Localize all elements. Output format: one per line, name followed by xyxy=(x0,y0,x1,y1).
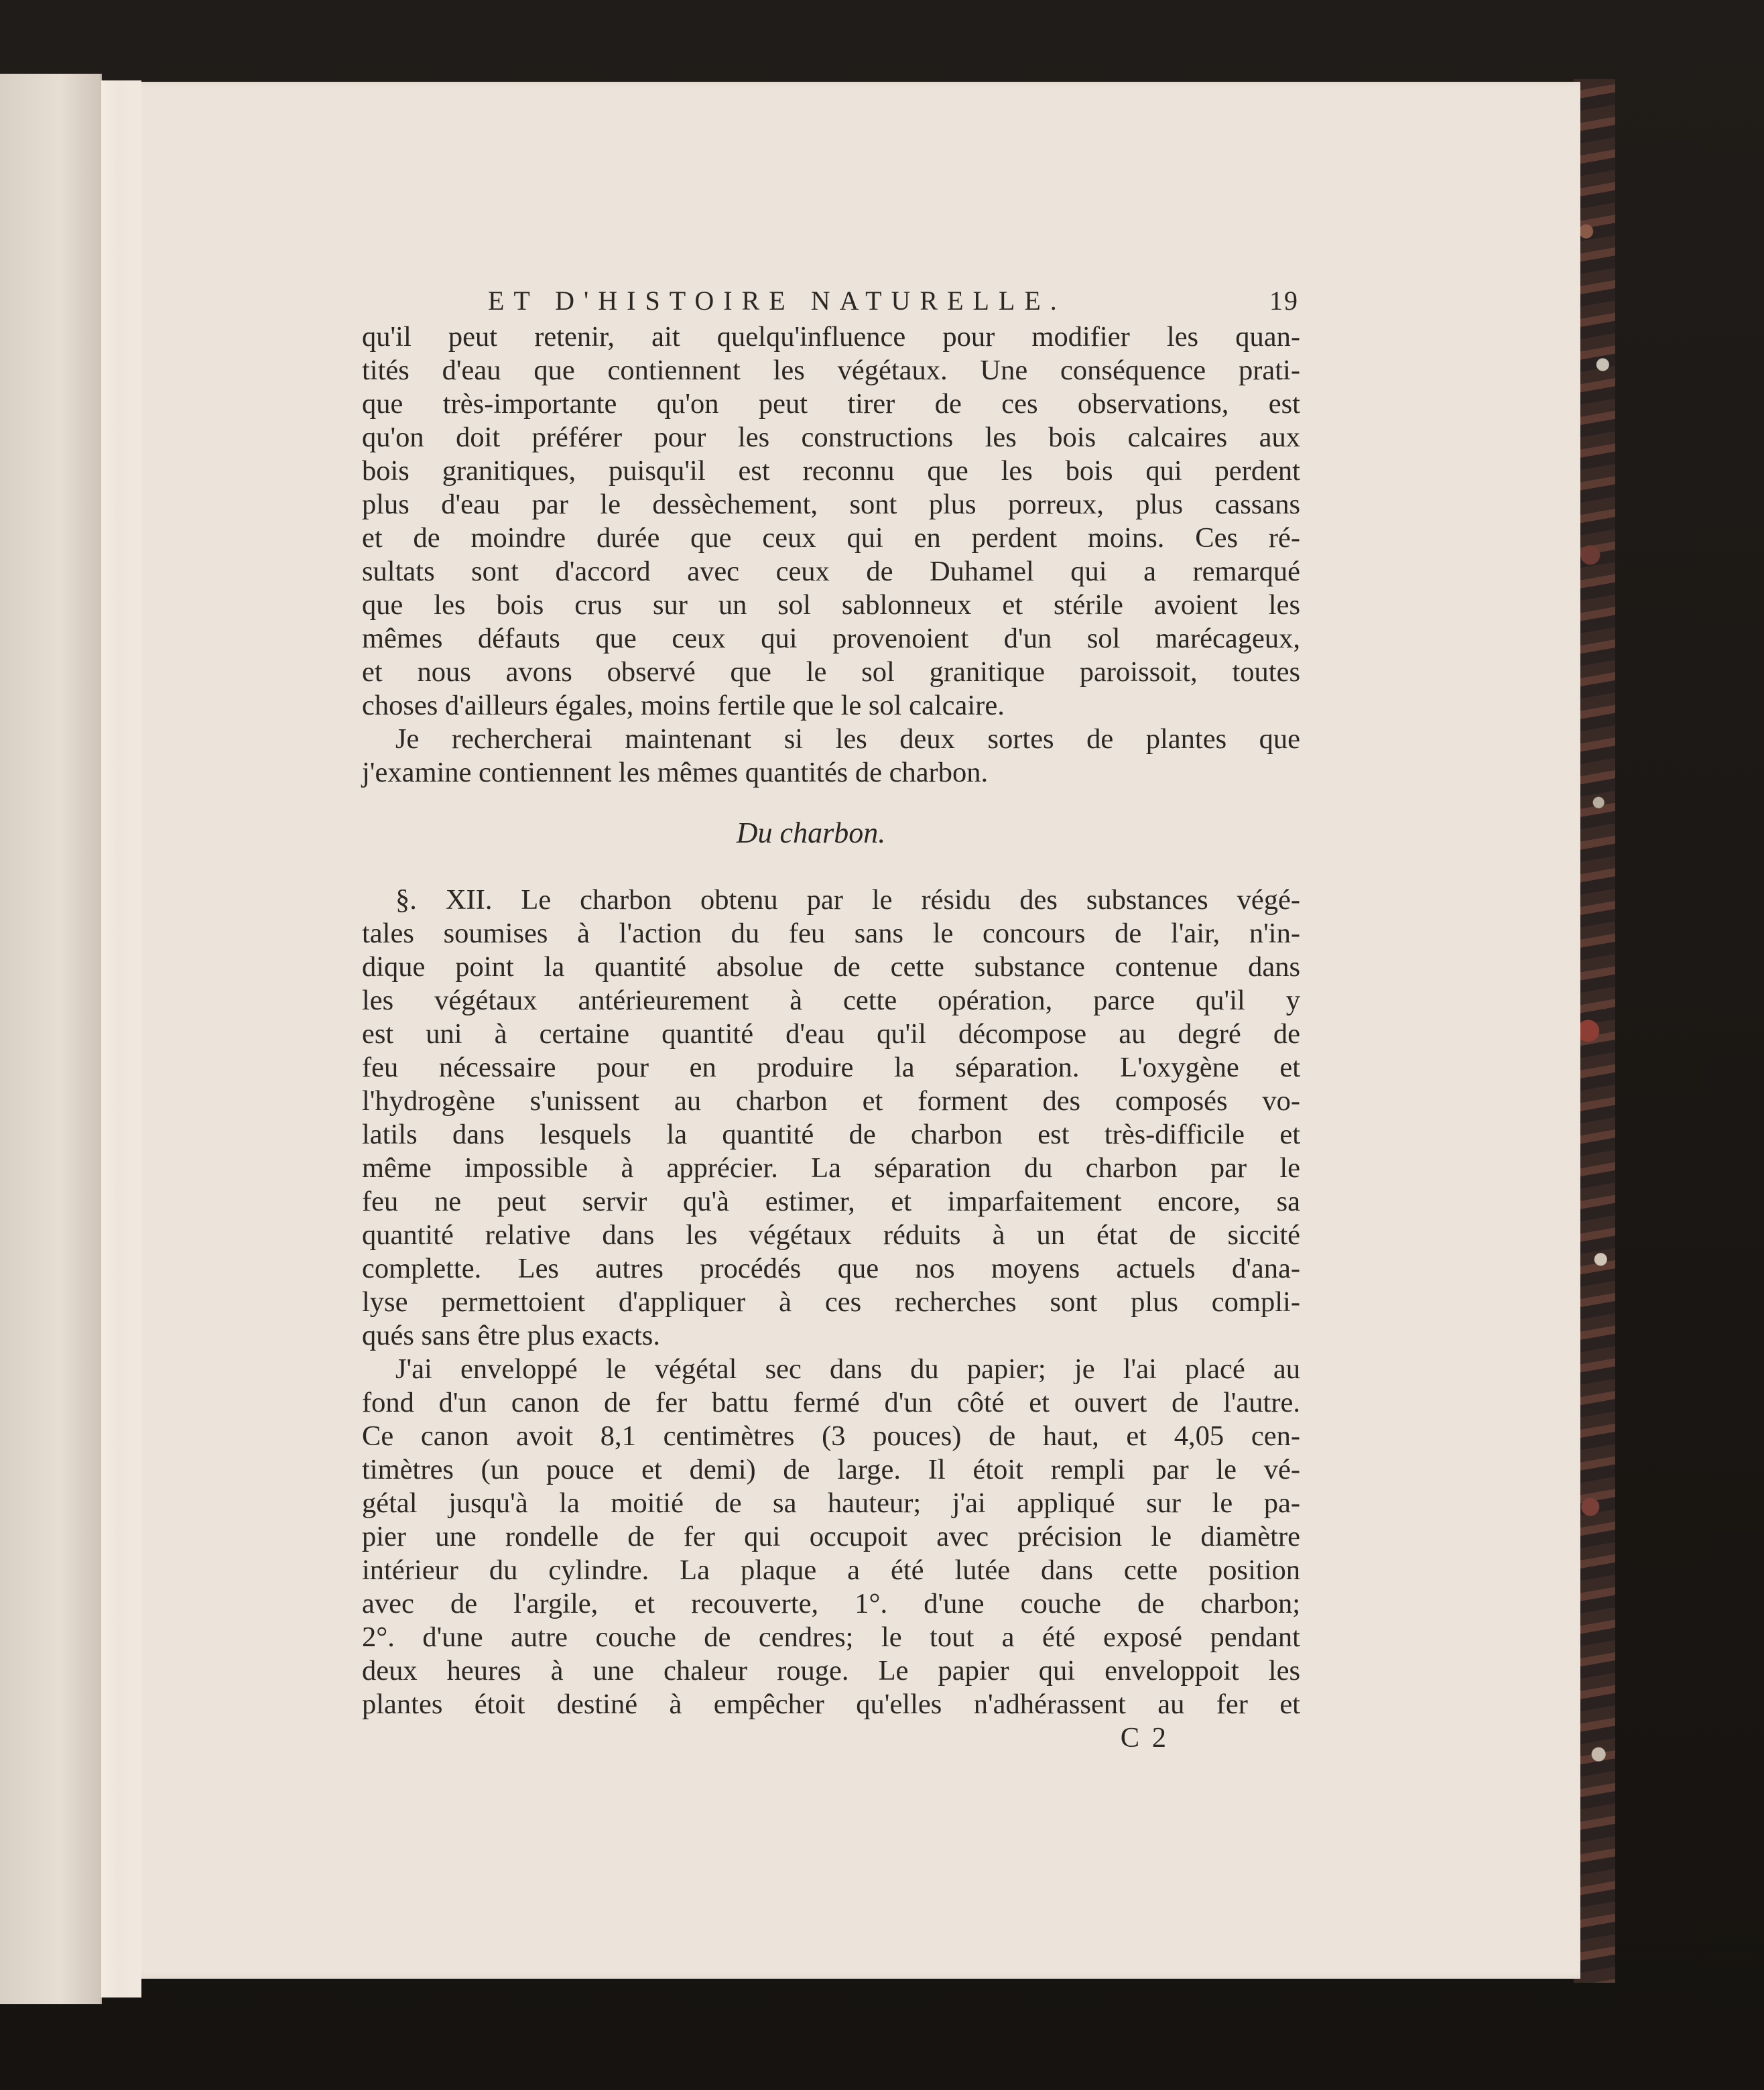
text-line: plus d'eau par le dessèchement, sont plus porreux, plus cassans xyxy=(362,489,1300,520)
text-line: feu ne peut servir qu'à estimer, et imparfaitement encore, sa xyxy=(362,1186,1300,1217)
text-line: pier une rondelle de fer qui occupoit avec précision le diamètre xyxy=(362,1521,1300,1552)
text-line: Ce canon avoit 8,1 centimètres (3 pouces) de haut, et 4,05 cen- xyxy=(362,1420,1300,1452)
text-line: qu'il peut retenir, ait quelqu'influence pour modifier les quan- xyxy=(362,321,1300,353)
text-line: qu'on doit préférer pour les constructions les bois calcaires aux xyxy=(362,422,1300,453)
text-line: intérieur du cylindre. La plaque a été lutée dans cette position xyxy=(362,1554,1300,1586)
paragraph xyxy=(362,1353,1300,1721)
text-line: tités d'eau que contiennent les végétaux. Une conséquence prati- xyxy=(362,355,1300,386)
paragraph xyxy=(362,723,1300,790)
text-line: 2°. d'une autre couche de cendres; le tout a été exposé pendant xyxy=(362,1621,1300,1653)
text-line: lyse permettoient d'appliquer à ces recherches sont plus compli- xyxy=(362,1286,1300,1318)
text-line: choses d'ailleurs égales, moins fertile que le sol calcaire. xyxy=(362,690,1005,721)
text-line: dique point la quantité absolue de cette substance contenue dans xyxy=(362,951,1300,983)
text-line: gétal jusqu'à la moitié de sa hauteur; j'ai appliqué sur le pa- xyxy=(362,1487,1300,1519)
paragraph xyxy=(362,320,1300,723)
text-line: bois granitiques, puisqu'il est reconnu que les bois qui perdent xyxy=(362,455,1300,487)
text-line: §. XII. Le charbon obtenu par le résidu des substances végé- xyxy=(395,884,1300,916)
page-gutter xyxy=(101,80,141,1997)
text-line: j'examine contiennent les mêmes quantités de charbon. xyxy=(362,757,989,788)
text-line: J'ai enveloppé le végétal sec dans du papier; je l'ai placé au xyxy=(395,1353,1300,1385)
page-number: 19 xyxy=(1269,286,1299,316)
facing-page-edge xyxy=(0,74,102,2004)
text-line: mêmes défauts que ceux qui provenoient d'un sol marécageux, xyxy=(362,623,1300,654)
running-title: ET D'HISTOIRE NATURELLE. xyxy=(488,286,1066,316)
text-line: feu nécessaire pour en produire la séparation. L'oxygène et xyxy=(362,1052,1300,1083)
text-line: complette. Les autres procédés que nos moyens actuels d'ana- xyxy=(362,1253,1300,1284)
text-line: timètres (un pouce et demi) de large. Il étoit rempli par le vé- xyxy=(362,1454,1300,1485)
text-line: tales soumises à l'action du feu sans le concours de l'air, n'in- xyxy=(362,918,1300,949)
text-line: quantité relative dans les végétaux réduits à un état de siccité xyxy=(362,1219,1300,1251)
text-line: latils dans lesquels la quantité de charbon est très-difficile et xyxy=(362,1119,1300,1150)
paragraph xyxy=(362,883,1300,1353)
text-line: les végétaux antérieurement à cette opération, parce qu'il y xyxy=(362,985,1300,1016)
text-line: et de moindre durée que ceux qui en perdent moins. Ces ré- xyxy=(362,522,1300,554)
text-line: est uni à certaine quantité d'eau qu'il décompose au degré de xyxy=(362,1018,1300,1050)
text-line: fond d'un canon de fer battu fermé d'un côté et ouvert de l'autre. xyxy=(362,1387,1300,1418)
text-line: Je rechercherai maintenant si les deux sortes de plantes que xyxy=(395,723,1300,755)
body-text xyxy=(362,320,1300,1755)
text-line: que les bois crus sur un sol sablonneux et stérile avoient les xyxy=(362,589,1300,621)
signature-mark: C 2 xyxy=(1120,1722,1169,1754)
text-line: même impossible à apprécier. La séparation du charbon par le xyxy=(362,1152,1300,1184)
text-line: deux heures à une chaleur rouge. Le papier qui enveloppoit les xyxy=(362,1655,1300,1686)
text-line: l'hydrogène s'unissent au charbon et forment des composés vo- xyxy=(362,1085,1300,1117)
section-title: Du charbon. xyxy=(736,816,886,849)
running-header xyxy=(362,285,1327,318)
text-line: plantes étoit destiné à empêcher qu'elles n'adhérassent au fer et xyxy=(362,1688,1300,1720)
text-line: sultats sont d'accord avec ceux de Duhamel qui a remarqué xyxy=(362,556,1300,587)
text-line: avec de l'argile, et recouverte, 1°. d'une couche de charbon; xyxy=(362,1588,1300,1619)
text-line: qués sans être plus exacts. xyxy=(362,1320,660,1351)
text-line: que très-importante qu'on peut tirer de ces observations, est xyxy=(362,388,1300,420)
text-line: et nous avons observé que le sol granitique paroissoit, toutes xyxy=(362,656,1300,688)
